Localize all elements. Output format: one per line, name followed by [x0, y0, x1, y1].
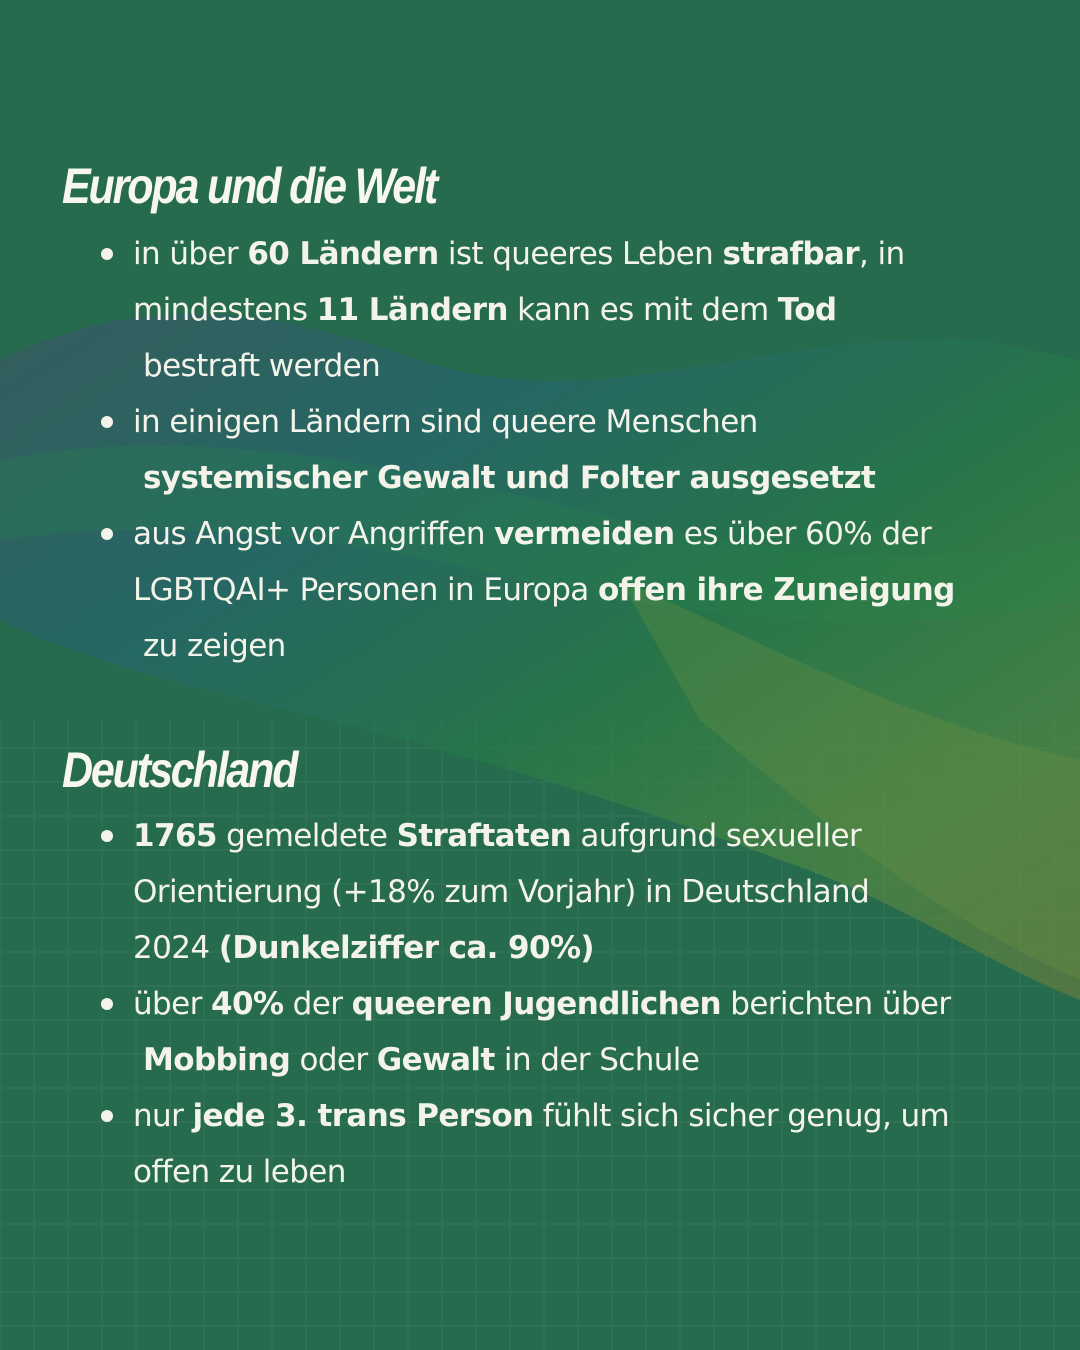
text-segment: zu zeigen — [143, 628, 286, 664]
list-item — [133, 226, 1033, 394]
bold-text: jede 3. trans Person — [192, 1098, 534, 1134]
text-line — [133, 618, 1033, 674]
list-item — [133, 506, 1033, 674]
text-segment: in einigen Ländern sind queere Menschen — [133, 404, 758, 440]
text-line — [133, 920, 1033, 976]
text-line — [133, 282, 1033, 338]
heading-europe: Europa und die Welt — [62, 158, 437, 214]
bold-text: 11 Ländern — [316, 292, 508, 328]
text-line — [133, 450, 1033, 506]
text-segment: über — [133, 986, 211, 1022]
text-segment: es über 60% der — [674, 516, 932, 552]
text-segment: aus Angst vor Angriffen — [133, 516, 495, 552]
text-segment: , in — [859, 236, 905, 272]
bold-text: vermeiden — [494, 516, 675, 552]
bullet-icon — [101, 528, 113, 540]
text-line — [133, 864, 1033, 920]
text-segment: der — [283, 986, 352, 1022]
text-line — [133, 562, 1033, 618]
text-line — [133, 808, 1033, 864]
list-item — [133, 808, 1033, 976]
text-line — [133, 1032, 1033, 1088]
text-line — [133, 1088, 1033, 1144]
text-segment: offen zu leben — [133, 1154, 346, 1190]
list-item — [133, 976, 1033, 1088]
text-segment: in der Schule — [494, 1042, 700, 1078]
text-segment: LGBTQAI+ Personen in Europa — [133, 572, 598, 608]
bold-text: 40% — [211, 986, 284, 1022]
text-segment: aufgrund sexueller — [571, 818, 862, 854]
bullet-icon — [101, 416, 113, 428]
list-germany — [133, 808, 1033, 1200]
list-europe — [133, 226, 1033, 674]
bold-text: 60 Ländern — [247, 236, 439, 272]
text-line — [133, 226, 1033, 282]
text-segment: bestraft werden — [143, 348, 381, 384]
bold-text: Gewalt — [376, 1042, 495, 1078]
bold-text: Straftaten — [396, 818, 572, 854]
bullet-icon — [101, 830, 113, 842]
bold-text: queeren Jugendlichen — [351, 986, 721, 1022]
text-line — [133, 506, 1033, 562]
text-segment: oder — [290, 1042, 377, 1078]
heading-germany: Deutschland — [62, 742, 297, 798]
bold-text: offen ihre Zuneigung — [597, 572, 955, 608]
bold-text: Mobbing — [143, 1042, 291, 1078]
bold-text: systemischer Gewalt und Folter ausgesetzt — [143, 460, 876, 496]
text-line — [133, 976, 1033, 1032]
text-line — [133, 1144, 1033, 1200]
text-segment: ist queeres Leben — [438, 236, 723, 272]
bold-text: strafbar — [722, 236, 860, 272]
bold-text: Tod — [777, 292, 837, 328]
text-segment: fühlt sich sicher genug, um — [533, 1098, 950, 1134]
text-segment: kann es mit dem — [507, 292, 778, 328]
text-segment: Orientierung (+18% zum Vorjahr) in Deutschland — [133, 874, 870, 910]
bold-text: 1765 — [133, 818, 217, 854]
bullet-icon — [101, 248, 113, 260]
bullet-icon — [101, 998, 113, 1010]
list-item — [133, 394, 1033, 506]
text-segment: nur — [133, 1098, 193, 1134]
text-line — [133, 394, 1033, 450]
text-segment: 2024 — [133, 930, 219, 966]
bold-text: (Dunkelziffer ca. 90%) — [218, 930, 595, 966]
bullet-icon — [101, 1110, 113, 1122]
list-item — [133, 1088, 1033, 1200]
text-segment: in über — [133, 236, 248, 272]
text-segment: berichten über — [720, 986, 951, 1022]
text-line — [133, 338, 1033, 394]
text-segment: mindestens — [133, 292, 317, 328]
text-segment: gemeldete — [216, 818, 397, 854]
